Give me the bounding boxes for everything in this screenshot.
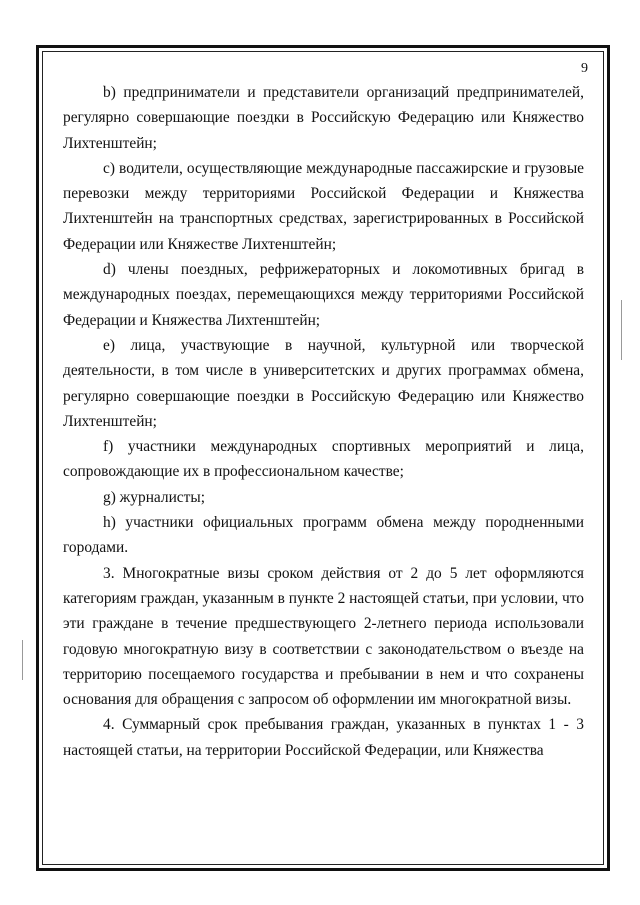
paragraph: d) члены поездных, рефрижераторных и локомотивных бригад в международных поездах, перемещающихся между территориями Российской Федерации и Княжества Лихтенштейн; <box>63 261 584 329</box>
document-body <box>63 80 584 763</box>
paragraph: g) журналисты; <box>103 488 205 506</box>
paragraph: f) участники международных спортивных мероприятий и лица, сопровождающие их в профессиональном качестве; <box>63 438 584 481</box>
page-number: 9 <box>581 61 588 76</box>
scan-mark <box>621 300 622 360</box>
paragraph: b) предприниматели и представители организаций предпринимателей, регулярно совершающие поездки в Российскую Федерацию или Княжество Лихтенштейн; <box>63 84 584 152</box>
paragraph: c) водители, осуществляющие международные пассажирские и грузовые перевозки между территориями Российской Федерации и Княжества Лихтенштейн на транспортных средствах, зарегистрированных в Российской Федерации или Княжестве Лихтенштейн; <box>63 159 584 253</box>
paragraph: e) лица, участвующие в научной, культурной или творческой деятельности, в том числе в университетских и других программах обмена, регулярно совершающие поездки в Российскую Федерацию или Княжество Лихтенштейн; <box>63 336 584 430</box>
paragraph: 4. Суммарный срок пребывания граждан, указанных в пунктах 1 - 3 настоящей статьи, на территории Российской Федерации, или Княжества <box>63 716 584 759</box>
paragraph: h) участники официальных программ обмена между породненными городами. <box>63 514 584 557</box>
paragraph: 3. Многократные визы сроком действия от 2 до 5 лет оформляются категориям граждан, указанным в пункте 2 настоящей статьи, при условии, что эти граждане в течение предшествующего 2-летнего периода использовали годовую многократную визу в соответствии с законодательством о въезде на территорию посещаемого государства и пребывании в нем и что сохранены основания для обращения с запросом об оформлении им многократной визы. <box>63 564 584 709</box>
scan-mark <box>22 640 23 680</box>
